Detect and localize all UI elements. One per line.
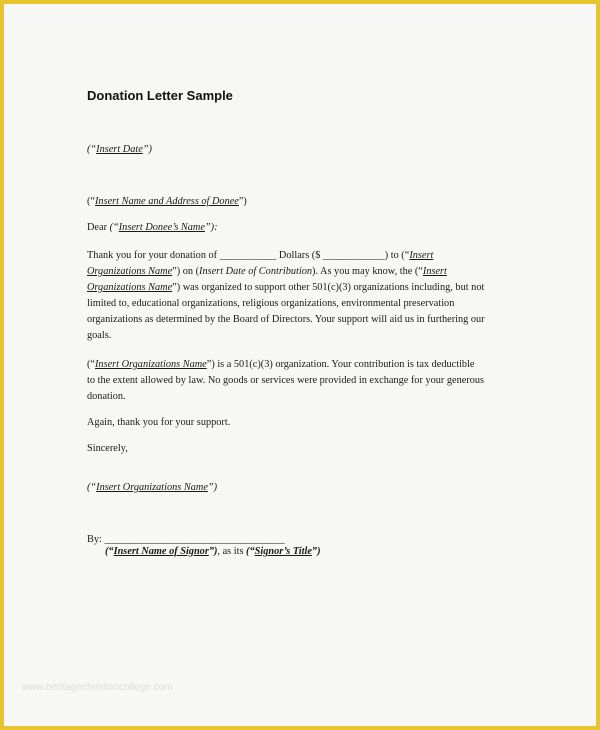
para1-line-4: limited to, educational organizations, religious organizations, environmental preservation (87, 298, 455, 309)
para1-line-6: goals. (87, 330, 112, 341)
para2-line-3: donation. (87, 391, 126, 402)
document-title: Donation Letter Sample (87, 88, 233, 103)
salutation-line: Dear (“Insert Donee’s Name”): (87, 222, 218, 233)
donee-placeholder: Insert Name and Address of Donee (95, 196, 239, 207)
closing-line: Sincerely, (87, 443, 128, 454)
donee-name-placeholder: Insert Donee’s Name (118, 222, 205, 233)
para1-placeholder-org-name: Organizations Name (87, 266, 173, 277)
signor-name-placeholder: Insert Name of Signor (113, 546, 209, 557)
para1-line-5: organizations as determined by the Board of Directors. Your support will aid us in furthering our (87, 314, 485, 325)
para1-text-2b: ”) on ( (172, 266, 200, 277)
donee-address-line: (“Insert Name and Address of Donee”) (87, 196, 247, 207)
letter-page (4, 4, 596, 726)
date-line: (“Insert Date”) (87, 144, 152, 155)
signor-line: (“Insert Name of Signor”), as its (“Signor’s Title”) (105, 546, 321, 557)
para1-text-1a: Thank you for your donation of ___________ Dollars ($ ____________) to (“ (87, 250, 410, 261)
date-placeholder: Insert Date (96, 144, 143, 155)
para1-placeholder-insert-2: Insert (422, 266, 447, 277)
para2-line-1: (“Insert Organizations Name”) is a 501(c)(3) organization. Your contribution is tax deductible (87, 359, 475, 370)
para2-line-2: to the extent allowed by law. No goods or services were provided in exchange for your generous (87, 375, 485, 386)
para2-placeholder-org-name: Insert Organizations Name (95, 359, 207, 370)
salutation-dear: Dear (87, 222, 108, 233)
as-its-text: , as its (217, 546, 247, 557)
para1-placeholder-insert: Insert (409, 250, 434, 261)
thanks-line: Again, thank you for your support. (87, 417, 231, 428)
para1-text-2d: ). As you may know, the (“ (312, 266, 423, 277)
org-name-placeholder: Insert Organizations Name (96, 482, 208, 493)
para1-line-1 (87, 249, 433, 262)
para1-placeholder-org-name-2: Organizations Name (87, 282, 173, 293)
para2-text-1b: ”) is a 501(c)(3) organization. Your contribution is tax deductible (206, 359, 475, 370)
para1-line-2 (87, 265, 447, 278)
by-signature-line: By: ___________________________________ (87, 534, 285, 545)
para1-text-3b: ”) was organized to support other 501(c)(3) organizations including, but not (172, 282, 485, 293)
signor-title-placeholder: Signor’s Title (254, 546, 312, 557)
org-signature-line: (“Insert Organizations Name”) (87, 482, 218, 493)
para1-placeholder-contribution-date: Insert Date of Contribution (199, 266, 313, 277)
para1-line-3 (87, 281, 484, 294)
watermark: www.heritagechristiancollege.com (22, 682, 173, 693)
